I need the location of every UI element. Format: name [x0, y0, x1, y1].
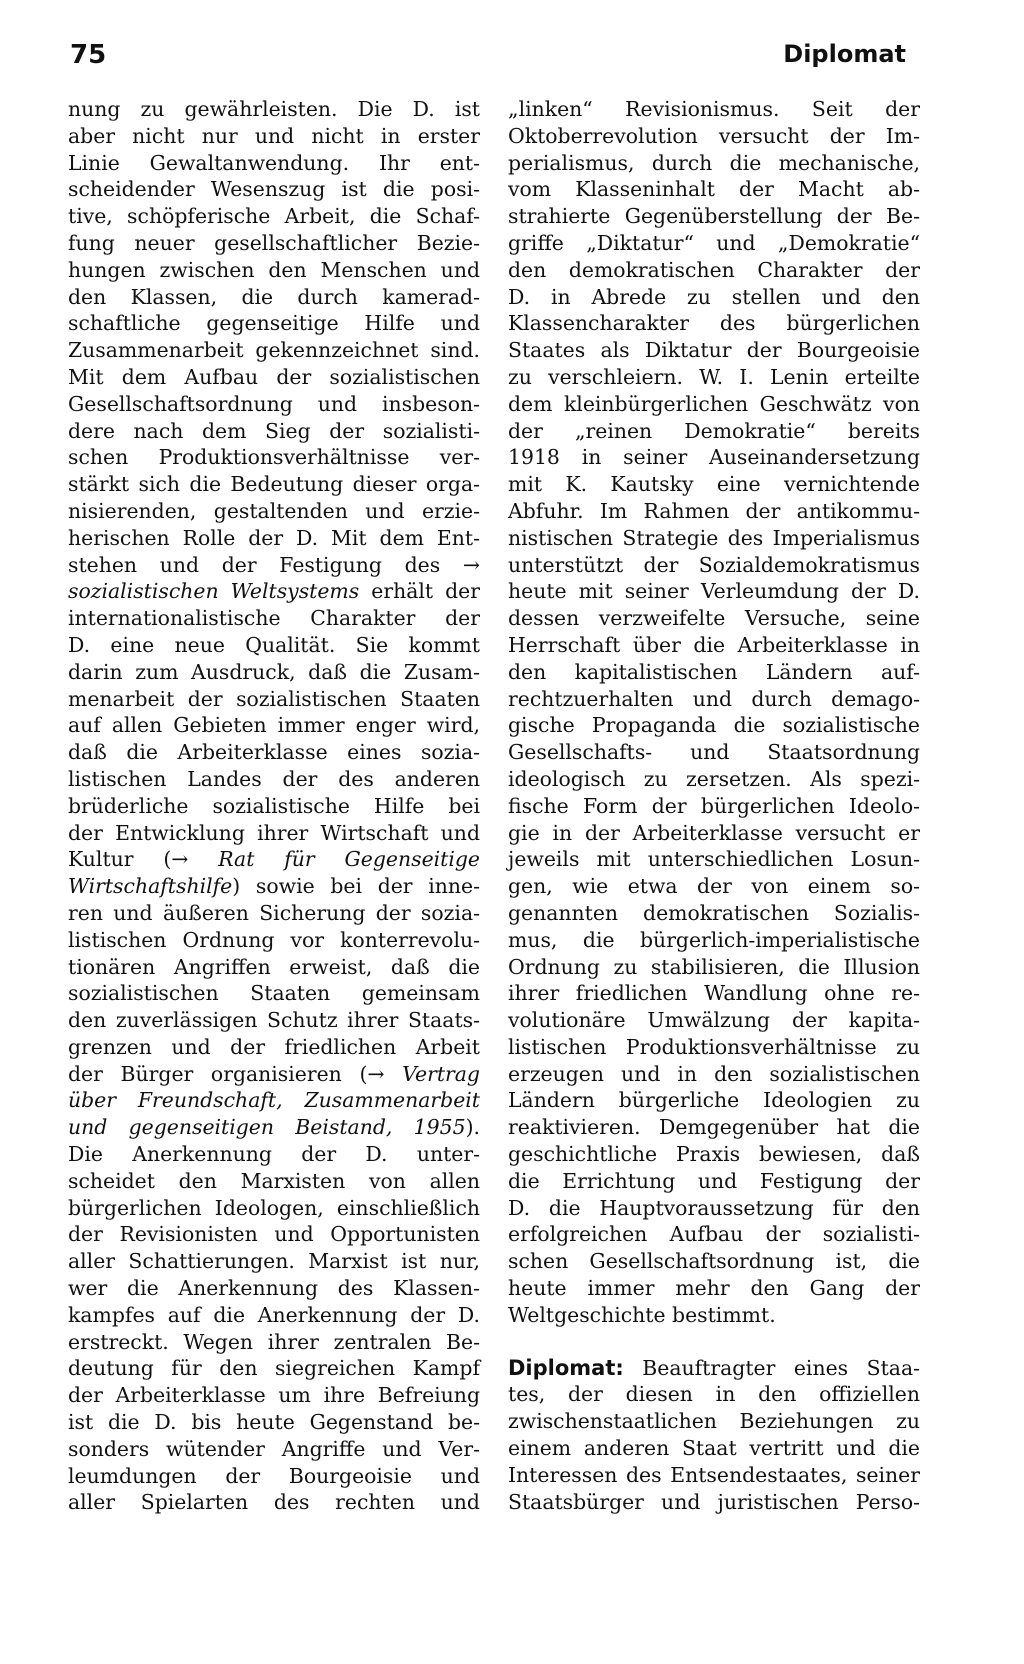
- text-line: D. eine neue Qualität. Sie kommt: [68, 632, 480, 657]
- text-line: grenzen und der friedlichen Arbeit: [68, 1034, 480, 1059]
- text-line: deutung für den siegreichen Kampf: [68, 1356, 480, 1381]
- text-line: Staates als Diktatur der Bourgeoisie: [508, 338, 920, 363]
- text-line: schaftliche gegenseitige Hilfe und: [68, 311, 480, 336]
- text-line: scheidender Wesenszug ist die posi-: [68, 177, 480, 202]
- text-line: Staatsbürger und juristischen Perso-: [508, 1489, 920, 1514]
- text-line: der Entwicklung ihrer Wirtschaft und: [68, 820, 480, 845]
- text-line: kampfes auf die Anerkennung der D.: [68, 1302, 480, 1327]
- text-line: unterstützt der Sozialdemokratismus: [508, 552, 920, 577]
- text-line: den Klassen, die durch kamerad-: [68, 284, 480, 309]
- text-line: listischen Ordnung vor konterrevolu-: [68, 927, 480, 952]
- text-line: D. die Hauptvoraussetzung für den: [508, 1195, 920, 1220]
- page-header: [70, 40, 906, 80]
- text-line: sonders wütender Angriffe und Ver-: [68, 1436, 480, 1461]
- text-line: mit K. Kautsky eine vernichtende: [508, 472, 920, 497]
- text-line: auf allen Gebieten immer enger wird,: [68, 713, 480, 738]
- text-line: nisierenden, gestaltenden und erzie-: [68, 498, 480, 523]
- text-line: „linken“ Revisionismus. Seit der: [508, 97, 920, 121]
- text-fragment: Kultur (→: [68, 847, 219, 872]
- text-line: dessen verzweifelte Versuche, seine: [508, 606, 920, 631]
- cross-reference-link[interactable]: und gegenseitigen Beistand, 1955: [68, 1115, 466, 1140]
- text-fragment: ).: [465, 1115, 480, 1140]
- text-line: listischen Produktionsverhältnisse zu: [508, 1034, 920, 1059]
- text-line: den zuverlässigen Schutz ihrer Staats-: [68, 1008, 480, 1033]
- text-line: menarbeit der sozialistischen Staaten: [68, 686, 480, 711]
- text-line: einem anderen Staat vertritt und die: [508, 1436, 920, 1461]
- text-line: [68, 846, 480, 873]
- cross-reference-link[interactable]: Wirtschaftshilfe: [68, 874, 233, 899]
- text-line: stehen und der Festigung des →: [68, 552, 480, 577]
- text-line: aller Spielarten des rechten und: [68, 1490, 480, 1515]
- text-line: Herrschaft über die Arbeiterklasse in: [508, 632, 920, 657]
- text-line: darin zum Ausdruck, daß die Zusam-: [68, 659, 480, 684]
- text-line: fische Form der bürgerlichen Ideolo-: [508, 793, 920, 818]
- text-line: [68, 873, 480, 900]
- entry-headword: Diplomat:: [508, 1355, 624, 1380]
- text-fragment: der Bürger organisieren (→: [68, 1061, 403, 1086]
- text-line: leumdungen der Bourgeoisie und: [68, 1463, 480, 1488]
- text-line: Klassencharakter des bürgerlichen: [508, 311, 920, 336]
- text-line: Zusammenarbeit gekennzeichnet sind.: [68, 338, 480, 363]
- text-line: den kapitalistischen Ländern auf-: [508, 659, 920, 684]
- text-line: nung zu gewährleisten. Die D. ist: [68, 97, 480, 121]
- text-line: heute immer mehr den Gang der: [508, 1276, 920, 1301]
- text-line: Mit dem Aufbau der sozialistischen: [68, 364, 480, 389]
- text-line: Weltgeschichte bestimmt.: [508, 1302, 776, 1327]
- text-line: erzeugen und in den sozialistischen: [508, 1061, 920, 1086]
- text-line: daß die Arbeiterklasse eines sozia-: [68, 740, 480, 765]
- cross-reference-link[interactable]: über Freundschaft, Zusammenarbeit: [68, 1088, 480, 1113]
- text-line: volutionäre Umwälzung der kapita-: [508, 1008, 920, 1033]
- text-fragment: ) sowie bei der inne-: [232, 874, 480, 899]
- text-line: [68, 1061, 480, 1088]
- text-line: den demokratischen Charakter der: [508, 257, 920, 282]
- text-line: zwischenstaatlichen Beziehungen zu: [508, 1409, 920, 1434]
- text-line: 1918 in seiner Auseinandersetzung: [508, 445, 920, 470]
- cross-reference-link[interactable]: Vertrag: [402, 1061, 480, 1086]
- dictionary-entry: [508, 1355, 920, 1516]
- text-line: gie in der Arbeiterklasse versucht er: [508, 820, 920, 845]
- text-line: Abfuhr. Im Rahmen der antikommu-: [508, 498, 920, 523]
- text-line: gen, wie etwa der von einem so-: [508, 874, 920, 899]
- text-line: Gesellschafts- und Staatsordnung: [508, 740, 920, 765]
- right-column: [508, 96, 920, 1515]
- text-line: scheidet den Marxisten von allen: [68, 1168, 480, 1193]
- text-line: ihrer friedlichen Wandlung ohne re-: [508, 981, 920, 1006]
- text-line: fung neuer gesellschaftlicher Bezie-: [68, 230, 480, 255]
- cross-reference-link[interactable]: Rat für Gegenseitige: [218, 847, 480, 872]
- text-line: [68, 1114, 480, 1141]
- text-line: zu verschleiern. W. I. Lenin erteilte: [508, 364, 920, 389]
- cross-reference-link[interactable]: sozialistischen Weltsystems: [68, 579, 360, 604]
- text-line: tive, schöpferische Arbeit, die Schaf-: [68, 204, 480, 229]
- text-line: erstreckt. Wegen ihrer zentralen Be-: [68, 1329, 480, 1354]
- text-line: bürgerlichen Ideologen, einschließlich: [68, 1195, 480, 1220]
- text-line: reaktivieren. Demgegenüber hat die: [508, 1115, 920, 1140]
- text-line: aller Schattierungen. Marxist ist nur,: [68, 1249, 480, 1274]
- text-line: schen Gesellschaftsordnung ist, die: [508, 1249, 920, 1274]
- text-line: Gesellschaftsordnung und insbeson-: [68, 391, 480, 416]
- text-line: [68, 578, 480, 605]
- entry-first-line: [508, 1355, 920, 1382]
- text-line: ren und äußeren Sicherung der sozia-: [68, 900, 480, 925]
- text-line: Ordnung zu stabilisieren, die Illusion: [508, 954, 920, 979]
- text-line: Ländern bürgerliche Ideologien zu: [508, 1088, 920, 1113]
- text-line: perialismus, durch die mechanische,: [508, 150, 920, 175]
- text-line: mus, die bürgerlich-imperialistische: [508, 927, 920, 952]
- text-line: rechtzuerhalten und durch demago-: [508, 686, 920, 711]
- text-line: Linie Gewaltanwendung. Ihr ent-: [68, 150, 480, 175]
- text-line: gische Propaganda die sozialistische: [508, 713, 920, 738]
- text-line: [68, 1087, 480, 1114]
- text-line: strahierte Gegenüberstellung der Be-: [508, 204, 920, 229]
- left-column: [68, 96, 480, 1516]
- text-line: jeweils mit unterschiedlichen Losun-: [508, 847, 920, 872]
- text-line: stärkt sich die Bedeutung dieser orga-: [68, 472, 480, 497]
- text-line: wer die Anerkennung des Klassen-: [68, 1276, 480, 1301]
- text-line: ist die D. bis heute Gegenstand be-: [68, 1410, 480, 1435]
- text-line: tes, der diesen in den offiziellen: [508, 1382, 920, 1407]
- text-line: der „reinen Demokratie“ bereits: [508, 418, 920, 443]
- text-line: Interessen des Entsendestaates, seiner: [508, 1462, 920, 1487]
- text-line: geschichtliche Praxis bewiesen, daß: [508, 1142, 920, 1167]
- text-line: aber nicht nur und nicht in erster: [68, 123, 480, 148]
- text-line: Oktoberrevolution versucht der Im-: [508, 123, 920, 148]
- text-line: listischen Landes der des anderen: [68, 766, 480, 791]
- running-head: Diplomat: [783, 40, 906, 68]
- text-line: nistischen Strategie des Imperialismus: [508, 525, 920, 550]
- text-line: ideologisch zu zersetzen. Als spezi-: [508, 766, 920, 791]
- text-line: brüderliche sozialistische Hilfe bei: [68, 793, 480, 818]
- text-line: schen Produktionsverhältnisse ver-: [68, 445, 480, 470]
- page-number: 75: [70, 40, 107, 70]
- text-line: herischen Rolle der D. Mit dem Ent-: [68, 525, 480, 550]
- text-line: genannten demokratischen Sozialis-: [508, 900, 920, 925]
- text-fragment: Beauftragter eines Staa-: [623, 1355, 920, 1380]
- text-line: D. in Abrede zu stellen und den: [508, 284, 920, 309]
- text-line: Die Anerkennung der D. unter-: [68, 1142, 480, 1167]
- text-line: dere nach dem Sieg der sozialisti-: [68, 418, 480, 443]
- text-line: der Arbeiterklasse um ihre Befreiung: [68, 1383, 480, 1408]
- text-line: griffe „Diktatur“ und „Demokratie“: [508, 230, 920, 255]
- text-line: erfolgreichen Aufbau der sozialisti-: [508, 1222, 920, 1247]
- text-line: die Errichtung und Festigung der: [508, 1168, 920, 1193]
- text-fragment: erhält der: [359, 579, 480, 604]
- text-line: sozialistischen Staaten gemeinsam: [68, 981, 480, 1006]
- text-line: dem kleinbürgerlichen Geschwätz von: [508, 391, 920, 416]
- text-line: tionären Angriffen erweist, daß die: [68, 954, 480, 979]
- text-line: hungen zwischen den Menschen und: [68, 257, 480, 282]
- text-line: internationalistische Charakter der: [68, 606, 480, 631]
- text-line: heute mit seiner Verleumdung der D.: [508, 579, 920, 604]
- text-line: der Revisionisten und Opportunisten: [68, 1222, 480, 1247]
- paragraph-spacer: [508, 1329, 920, 1355]
- text-line: vom Klasseninhalt der Macht ab-: [508, 177, 920, 202]
